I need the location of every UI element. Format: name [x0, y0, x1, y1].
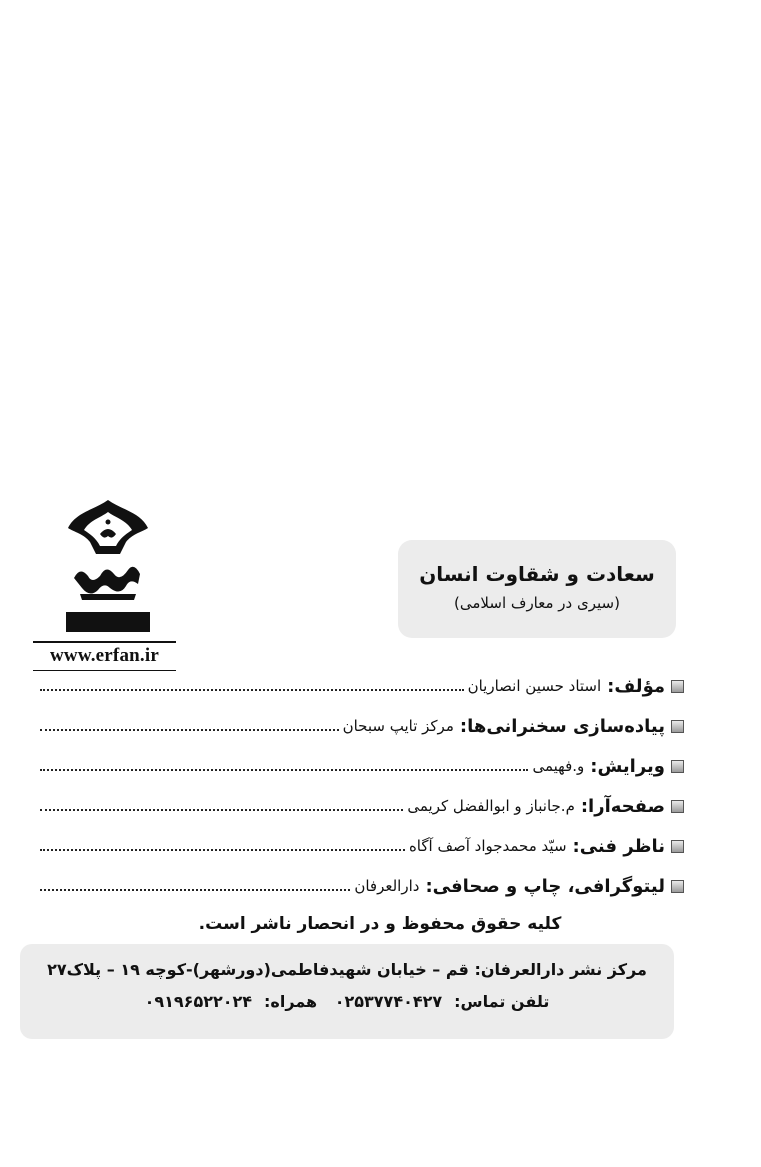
- book-subtitle: (سیری در معارف اسلامی): [454, 594, 620, 612]
- publisher-logo: [60, 498, 156, 634]
- square-bullet-icon: [671, 880, 684, 893]
- credit-label: ویرایش:: [590, 755, 665, 777]
- credit-row-author: [40, 666, 684, 706]
- credit-label: ناظر فنی:: [572, 835, 665, 857]
- credits-list: [40, 666, 684, 906]
- credit-row-supervisor: [40, 826, 684, 866]
- credit-row-printing: [40, 866, 684, 906]
- publisher-website: www.erfan.ir: [50, 645, 159, 666]
- credit-value: م.جانباز و ابوالفضل کریمی: [407, 797, 575, 815]
- credit-label: مؤلف:: [607, 675, 665, 697]
- square-bullet-icon: [671, 800, 684, 813]
- dot-leader: [40, 729, 339, 731]
- dot-leader: [40, 889, 350, 891]
- dot-leader: [40, 849, 405, 851]
- mobile-number: ۰۹۱۹۶۵۲۲۰۲۴: [144, 992, 253, 1011]
- book-title-box: [398, 540, 676, 638]
- square-bullet-icon: [671, 720, 684, 733]
- credit-row-layout: [40, 786, 684, 826]
- credit-value: دارالعرفان: [354, 877, 420, 895]
- contact-line: [20, 992, 674, 1011]
- website-rule-top: [33, 641, 176, 643]
- credit-value: استاد حسین انصاریان: [467, 677, 602, 695]
- dot-leader: [40, 769, 528, 771]
- address-box: [20, 944, 674, 1039]
- mobile-label: همراه:: [264, 992, 318, 1011]
- square-bullet-icon: [671, 840, 684, 853]
- credit-row-transcription: [40, 706, 684, 746]
- dot-leader: [40, 809, 403, 811]
- credit-value: مرکز تایپ سبحان: [342, 717, 454, 735]
- credit-label: لیتوگرافی، چاپ و صحافی:: [425, 875, 665, 897]
- credit-value: و.فهیمی: [532, 757, 585, 775]
- dot-leader: [40, 689, 464, 691]
- logo-emblem-icon: [60, 498, 156, 634]
- book-title: سعادت و شقاوت انسان: [419, 562, 655, 586]
- copyright-notice: کلیه حقوق محفوظ و در انحصار ناشر است.: [198, 914, 562, 934]
- credit-label: پیاده‌سازی سخنرانی‌ها:: [459, 715, 665, 737]
- square-bullet-icon: [671, 680, 684, 693]
- credit-label: صفحه‌آرا:: [580, 795, 665, 817]
- credit-row-editor: [40, 746, 684, 786]
- phone-label: تلفن تماس:: [454, 992, 550, 1011]
- square-bullet-icon: [671, 760, 684, 773]
- phone-number: ۰۲۵۳۷۷۴۰۴۲۷: [334, 992, 443, 1011]
- publisher-address: مرکز نشر دارالعرفان: قم – خیابان شهیدفاطمی(دورشهر)-کوچه ۱۹ – پلاک۲۷: [47, 960, 647, 979]
- credit-value: سیّد محمدجواد آصف آگاه: [408, 837, 567, 855]
